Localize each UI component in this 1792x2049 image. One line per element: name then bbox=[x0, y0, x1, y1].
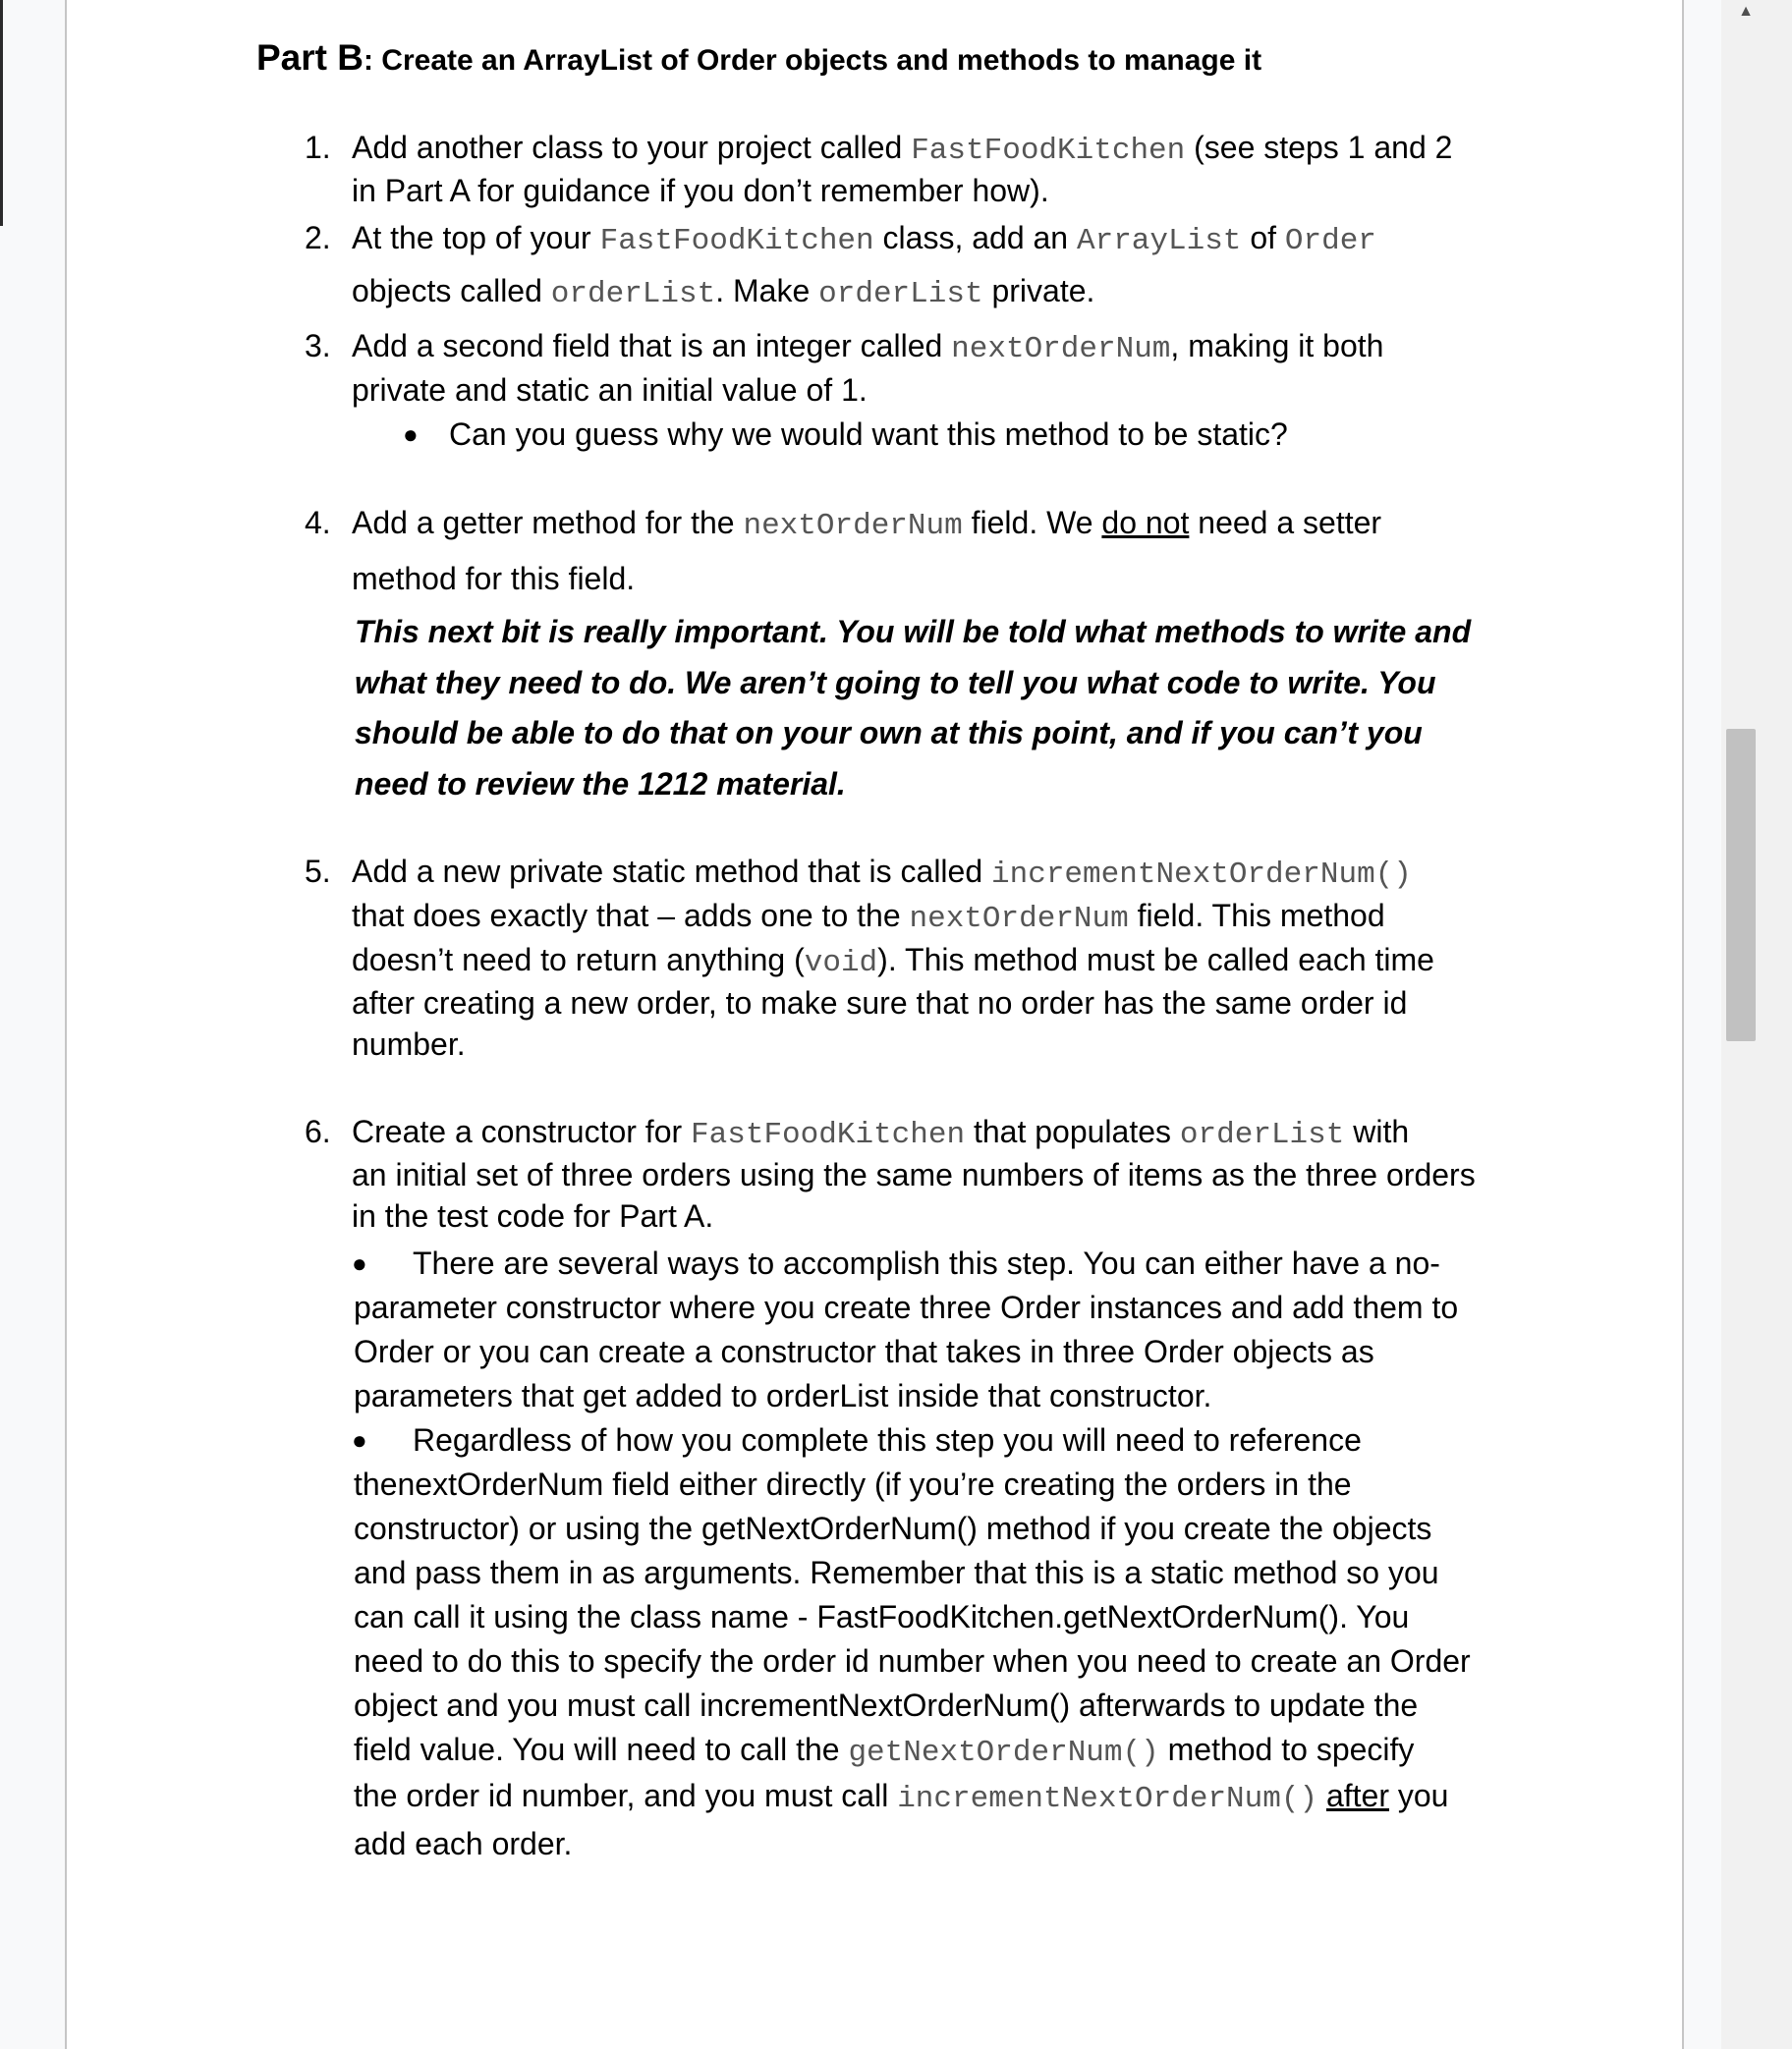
step-4-line-1: Add a getter method for the nextOrderNum field. We do not need a setter bbox=[352, 505, 1382, 543]
important-note-line-2: what they need to do. We aren’t going to tell you what code to write. You bbox=[355, 665, 1436, 700]
heading-title: : Create an ArrayList of Order objects and methods to manage it bbox=[363, 44, 1262, 77]
step-6-line-2: an initial set of three orders using the same numbers of items as the three orders bbox=[352, 1157, 1476, 1192]
step-number: 5. bbox=[305, 854, 331, 889]
step-1-line-1: Add another class to your project called FastFoodKitchen (see steps 1 and 2 bbox=[352, 130, 1453, 168]
step-1-line-2: in Part A for guidance if you don’t remember how). bbox=[352, 173, 1049, 208]
step-3-line-1: Add a second field that is an integer called nextOrderNum, making it both bbox=[352, 328, 1384, 366]
step-3-bullet-1: Can you guess why we would want this method to be static? bbox=[449, 416, 1288, 452]
step-6-bullet-2-line-6: need to do this to specify the order id number when you need to create an Order bbox=[354, 1643, 1471, 1679]
important-note-line-1: This next bit is really important. You will be told what methods to write and bbox=[355, 614, 1472, 649]
step-6-bullet-2-line-10: add each order. bbox=[354, 1826, 573, 1861]
step-number: 1. bbox=[305, 130, 331, 165]
step-6-bullet-1-line-1: There are several ways to accomplish this step. You can either have a no- bbox=[413, 1246, 1440, 1281]
step-6-line-1: Create a constructor for FastFoodKitchen that populates orderList with bbox=[352, 1114, 1410, 1152]
step-4-line-2: method for this field. bbox=[352, 561, 636, 596]
bullet-icon: ● bbox=[352, 1425, 367, 1455]
step-number: 3. bbox=[305, 328, 331, 363]
step-6-bullet-2-line-2: thenextOrderNum field either directly (if you’re creating the orders in the bbox=[354, 1467, 1352, 1502]
step-6-line-3: in the test code for Part A. bbox=[352, 1198, 714, 1234]
important-note-line-4: need to review the 1212 material. bbox=[355, 766, 846, 802]
scroll-up-arrow-icon[interactable]: ▲ bbox=[1738, 3, 1754, 20]
step-5-line-1: Add a new private static method that is called incrementNextOrderNum() bbox=[352, 854, 1412, 892]
step-number: 6. bbox=[305, 1114, 331, 1149]
step-6-bullet-2-line-1: Regardless of how you complete this step you will need to reference bbox=[413, 1422, 1362, 1458]
step-5-line-3: doesn’t need to return anything (void). This method must be called each time bbox=[352, 942, 1434, 980]
step-6-bullet-2-line-3: constructor) or using the getNextOrderNum() method if you create the objects bbox=[354, 1511, 1432, 1546]
step-6-bullet-2-line-5: can call it using the class name - FastFoodKitchen.getNextOrderNum(). You bbox=[354, 1599, 1410, 1634]
step-6-bullet-1-line-2: parameter constructor where you create three Order instances and add them to bbox=[354, 1290, 1459, 1325]
step-6-bullet-1-line-4: parameters that get added to orderList inside that constructor. bbox=[354, 1378, 1212, 1413]
step-6-bullet-2-line-9: the order id number, and you must call incrementNextOrderNum() after you bbox=[354, 1778, 1449, 1816]
step-3-line-2: private and static an initial value of 1. bbox=[352, 372, 868, 408]
step-5-line-4: after creating a new order, to make sure that no order has the same order id bbox=[352, 985, 1408, 1021]
step-6-bullet-2-line-4: and pass them in as arguments. Remember that this is a static method so you bbox=[354, 1555, 1439, 1590]
section-heading bbox=[256, 37, 1261, 79]
step-5-line-2: that does exactly that – adds one to the nextOrderNum field. This method bbox=[352, 898, 1385, 936]
code-fastfoodkitchen: FastFoodKitchen bbox=[911, 134, 1186, 168]
step-number: 4. bbox=[305, 505, 331, 540]
step-2-line-2: objects called orderList. Make orderList private. bbox=[352, 273, 1095, 311]
step-number: 2. bbox=[305, 220, 331, 255]
step-2-line-1: At the top of your FastFoodKitchen class, add an ArrayList of Order bbox=[352, 220, 1376, 258]
heading-part: Part B bbox=[256, 37, 364, 78]
step-6-bullet-2-line-7: object and you must call incrementNextOrderNum() afterwards to update the bbox=[354, 1688, 1419, 1723]
bullet-icon: ● bbox=[403, 419, 419, 449]
step-5-line-5: number. bbox=[352, 1026, 466, 1062]
step-6-bullet-1-line-3: Order or you can create a constructor that takes in three Order objects as bbox=[354, 1334, 1374, 1369]
step-6-bullet-2-line-8: field value. You will need to call the getNextOrderNum() method to specify bbox=[354, 1732, 1415, 1770]
important-note-line-3: should be able to do that on your own at this point, and if you can’t you bbox=[355, 715, 1423, 750]
bullet-icon: ● bbox=[352, 1248, 367, 1278]
